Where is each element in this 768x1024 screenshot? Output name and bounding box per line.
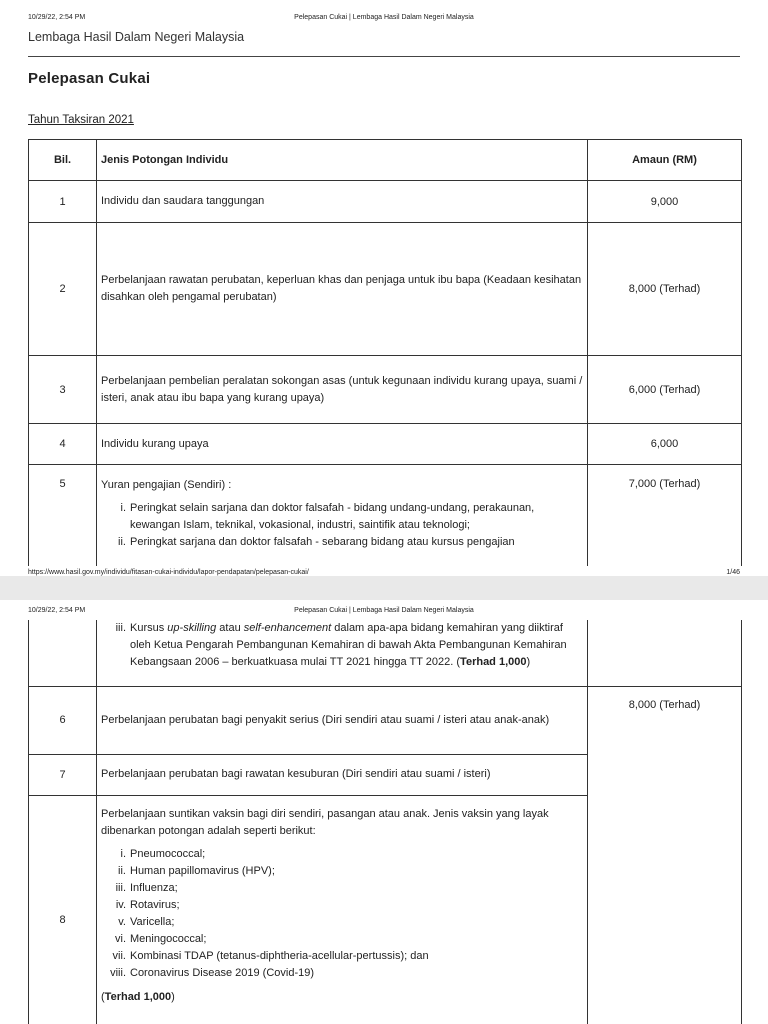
table-row [29, 686, 742, 754]
row-description-continued [97, 620, 588, 686]
row-description-cell [97, 795, 588, 1024]
vaccine-limit: (Terhad 1,000) [101, 990, 175, 1003]
list-item [101, 534, 583, 551]
list-item: vi. Meningococcal; [115, 932, 207, 945]
list-item [101, 500, 583, 534]
row-amount: 8,000 (Terhad) [588, 686, 742, 1024]
list-text: Kursus up-skilling atau self-enhancement dalam apa-apa bidang kemahiran yang diiktiraf oleh Ketua Pengarah Pembangunan Kemahiran di bawah Akta Pembangunan Kemahiran Kebangsaan 2006 – berkuatkuasa mulai TT 2021 hingga TT 2022. (Terhad 1,000) [130, 622, 567, 668]
row-amount: 8,000 (Terhad) [588, 223, 742, 356]
row-amount: 7,000 (Terhad) [588, 465, 742, 567]
row-number: 6 [29, 686, 97, 754]
row-number: 8 [29, 795, 97, 1024]
print-datetime: 10/29/22, 2:54 PM [28, 607, 86, 614]
list-numeral: i. [120, 502, 126, 514]
row-amount: 6,000 [588, 424, 742, 465]
table-row [29, 356, 742, 424]
row-description: Perbelanjaan suntikan vaksin bagi diri sendiri, pasangan atau anak. Jenis vaksin yang layak dibenarkan potongan adalah seperti berikut: [101, 807, 549, 837]
list-text: Peringkat sarjana dan doktor falsafah - sebarang bidang atau kursus pengajian [130, 536, 515, 548]
row-number: 1 [29, 181, 97, 223]
row-number: 4 [29, 424, 97, 465]
table-row [29, 424, 742, 465]
row-description: Yuran pengajian (Sendiri) : [101, 479, 232, 491]
site-name[interactable]: Lembaga Hasil Dalam Negeri Malaysia [28, 30, 245, 44]
row-description-cell [97, 465, 588, 567]
relief-table [28, 139, 742, 566]
print-page-number: 1/46 [726, 569, 740, 576]
list-item [101, 620, 583, 671]
list-item: viii. Coronavirus Disease 2019 (Covid-19) [110, 966, 315, 979]
row-amount: 9,000 [588, 181, 742, 223]
assessment-year-link[interactable]: Tahun Taksiran 2021 [28, 114, 134, 126]
page-2-table-area [0, 620, 768, 1024]
course-list-continued [101, 620, 583, 671]
page-gap [0, 576, 768, 600]
print-url: https://www.hasil.gov.my/individu/fitasan-cukai-individu/lapor-pendapatan/pelepasan-cukai/ [28, 569, 309, 576]
table-row [29, 223, 742, 356]
header-amaun: Amaun (RM) [588, 140, 742, 181]
page-title: Pelepasan Cukai [28, 70, 151, 87]
table-row [29, 465, 742, 567]
table-row-continued [29, 620, 742, 686]
row-description: Perbelanjaan perubatan bagi penyakit serius (Diri sendiri atau suami / isteri atau anak-anak) [97, 686, 588, 754]
list-numeral: ii. [118, 536, 126, 548]
table-header-row [29, 140, 742, 181]
list-numeral: iii. [115, 622, 126, 634]
relief-table-continued [28, 620, 742, 1024]
print-title: Pelepasan Cukai | Lembaga Hasil Dalam Negeri Malaysia [294, 14, 474, 21]
row-description: Perbelanjaan pembelian peralatan sokongan asas (untuk kegunaan individu kurang upaya, suami / isteri, anak atau ibu bapa yang kurang upaya) [97, 356, 588, 424]
row-amount: 6,000 (Terhad) [588, 356, 742, 424]
list-item: ii. Human papillomavirus (HPV); [118, 864, 275, 877]
row-number: 2 [29, 223, 97, 356]
row-number: 3 [29, 356, 97, 424]
print-title: Pelepasan Cukai | Lembaga Hasil Dalam Negeri Malaysia [294, 607, 474, 614]
course-list [101, 500, 583, 551]
table-row [29, 181, 742, 223]
list-item: vii. Kombinasi TDAP (tetanus-diphtheria-acellular-pertussis); dan [112, 949, 429, 962]
row-number: 5 [29, 465, 97, 567]
list-item: iii. Influenza; [115, 881, 178, 894]
list-item: v. Varicella; [118, 915, 175, 928]
header-jenis: Jenis Potongan Individu [97, 140, 588, 181]
row-description: Individu kurang upaya [97, 424, 588, 465]
vaccine-list [101, 846, 583, 982]
row-description: Individu dan saudara tanggungan [97, 181, 588, 223]
row-description: Perbelanjaan rawatan perubatan, keperluan khas dan penjaga untuk ibu bapa (Keadaan kesihatan disahkan oleh pengamal perubatan) [97, 223, 588, 356]
header-bil: Bil. [29, 140, 97, 181]
list-item: iv. Rotavirus; [115, 898, 180, 911]
row-description: Perbelanjaan perubatan bagi rawatan kesuburan (Diri sendiri atau suami / isteri) [97, 754, 588, 795]
list-item: i. Pneumococcal; [120, 847, 206, 860]
list-text: Peringkat selain sarjana dan doktor falsafah - bidang undang-undang, perakaunan, kewangan Islam, teknikal, vokasional, industri, saintifik atau teknologi; [130, 502, 535, 531]
print-datetime: 10/29/22, 2:54 PM [28, 14, 86, 21]
row-number: 7 [29, 754, 97, 795]
